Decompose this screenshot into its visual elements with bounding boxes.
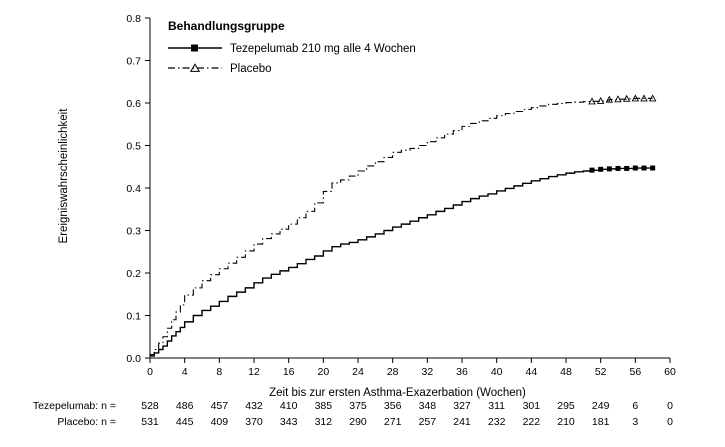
censor-marker [590,168,595,173]
data-series-layer [150,95,656,356]
risk-cell: 410 [279,400,298,412]
risk-cell: 356 [383,400,402,412]
legend-title: Behandlungsgruppe [168,19,285,33]
x-axis-title: Zeit bis zur ersten Asthma-Exazerbation (Wochen) [269,387,526,399]
table-row [0,416,725,432]
x-tick-label: 40 [490,366,503,378]
risk-cell: 531 [141,416,159,428]
risk-row-label: Placebo: n = [57,416,116,428]
y-tick-label: 0.4 [126,183,141,195]
x-tick-label: 12 [248,366,260,378]
x-tick-label: 0 [147,366,153,378]
risk-cell: 271 [383,416,402,428]
risk-cell: 327 [453,400,471,412]
y-axis-title: Ereigniswahrscheinlichkeit [58,108,70,244]
table-row [0,400,725,416]
risk-cell: 312 [314,416,333,428]
risk-cell: 311 [488,400,506,412]
y-tick-label: 0.6 [126,98,141,110]
y-axis-ticks [126,13,150,365]
y-axis-title-wrapper [44,0,70,380]
risk-cell: 457 [210,400,229,412]
risk-cell: 249 [591,400,610,412]
legend-entry-placebo: Placebo [230,63,272,75]
series-tezepelumab [150,168,653,356]
risk-cell: 375 [349,400,367,412]
censor-marker [633,166,638,171]
risk-cell: 432 [245,400,263,412]
censor-marker [616,166,621,171]
y-tick-label: 0.0 [126,353,141,365]
x-tick-label: 32 [421,366,434,378]
x-tick-label: 56 [629,366,642,378]
y-tick-label: 0.5 [126,140,141,153]
risk-cell: 232 [487,416,506,428]
y-tick-label: 0.1 [126,310,141,323]
risk-cell: 0 [667,400,673,412]
risk-cell: 409 [210,416,229,428]
risk-cell: 181 [591,416,610,428]
risk-cell: 3 [632,416,639,428]
censor-marker [624,96,630,102]
risk-cell: 0 [667,416,673,428]
numbers-at-risk-table [0,400,725,432]
censor-marker [598,167,603,172]
risk-cell: 486 [175,400,194,412]
x-tick-label: 24 [352,366,364,378]
plot-area [110,10,685,378]
risk-cell: 445 [175,416,194,428]
x-tick-label: 16 [282,366,295,378]
x-tick-label: 48 [560,366,572,378]
x-tick-label: 36 [456,366,468,378]
y-tick-label: 0.3 [126,225,141,238]
risk-cell: 385 [314,400,333,412]
x-tick-label: 4 [181,366,188,378]
censor-marker [642,166,647,171]
kaplan-meier-plot [110,10,685,378]
y-tick-label: 0.7 [126,55,141,68]
risk-cell: 290 [349,416,367,428]
censor-marker [650,166,655,171]
risk-cell: 528 [141,400,159,412]
risk-cell: 301 [522,400,541,412]
risk-cell: 241 [453,416,471,428]
censor-marker [624,166,629,171]
x-axis-ticks [147,358,676,378]
x-tick-label: 8 [216,366,223,378]
risk-cell: 295 [557,400,575,412]
risk-cell: 370 [245,416,263,428]
risk-cell: 343 [279,416,298,428]
risk-cell: 348 [418,400,437,412]
y-tick-label: 0.8 [126,13,141,25]
risk-cell: 210 [557,416,575,428]
x-tick-label: 60 [664,366,676,378]
risk-cell: 222 [522,416,541,428]
risk-cell: 6 [632,400,639,412]
y-tick-label: 0.2 [126,268,141,280]
legend-entry-tezepelumab: Tezepelumab 210 mg alle 4 Wochen [230,43,416,55]
x-tick-label: 20 [317,366,330,378]
x-tick-label: 52 [594,366,607,378]
censor-marker [607,166,612,171]
x-tick-label: 28 [386,366,399,378]
risk-row-label: Tezepelumab: n = [32,400,116,412]
x-tick-label: 44 [525,366,538,378]
risk-cell: 257 [418,416,437,428]
legend [160,16,490,78]
